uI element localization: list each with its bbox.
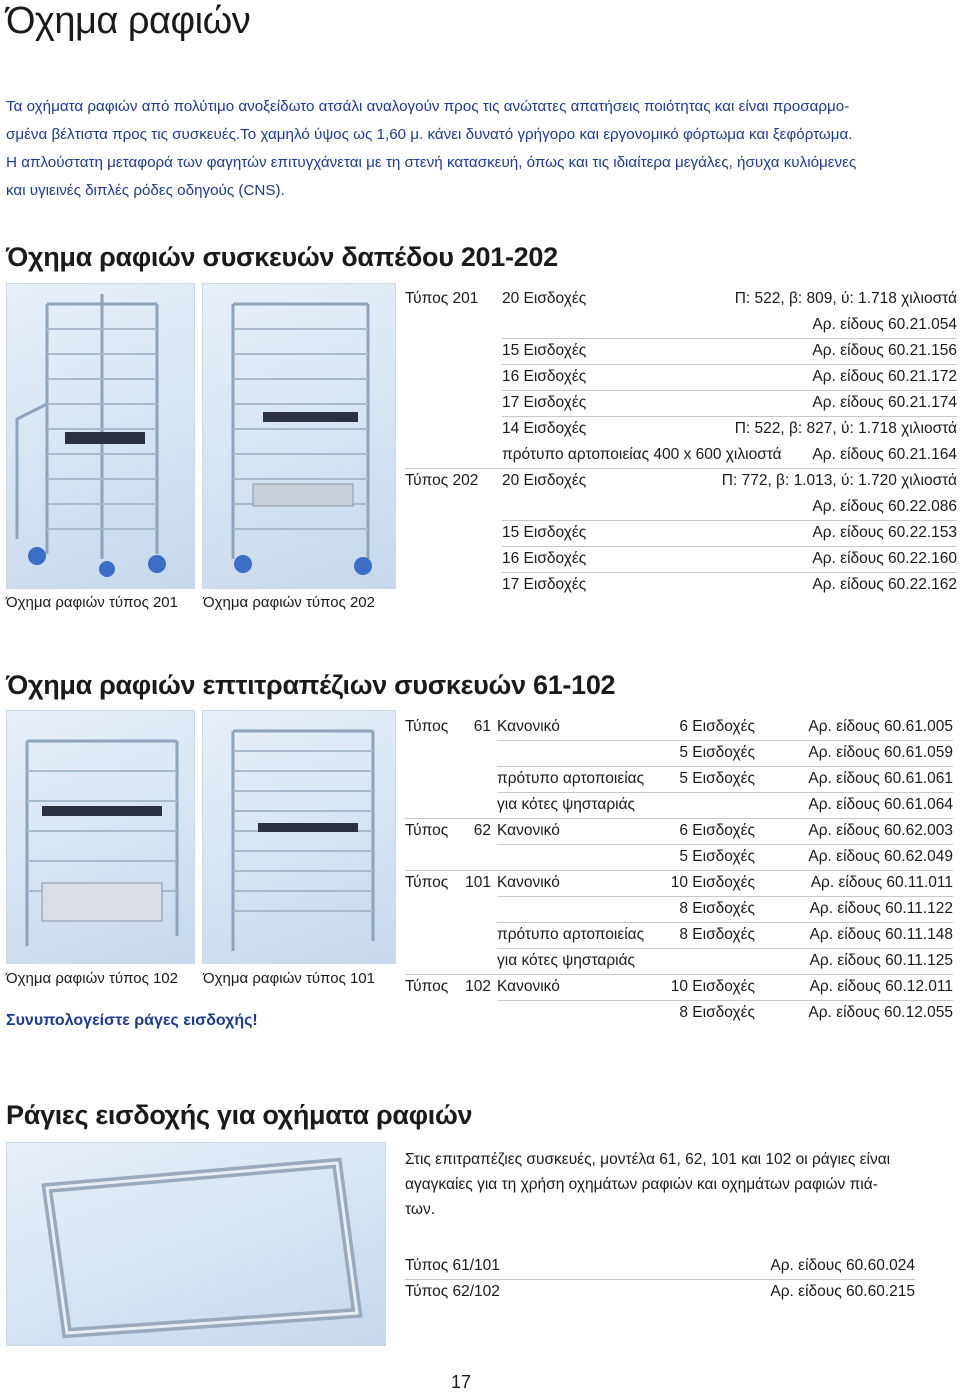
cell-variant: Κανονικό xyxy=(497,822,560,839)
trolley-photo-202 xyxy=(202,283,396,589)
cell-desc: 20 Εισδοχές xyxy=(502,472,587,489)
cell-desc: 17 Εισδοχές xyxy=(502,394,587,411)
cell-spec: Π: 522, β: 809, ύ: 1.718 χιλιοστά xyxy=(734,290,957,307)
table-row xyxy=(405,714,953,740)
cell-desc: 15 Εισδοχές xyxy=(502,524,587,541)
cell-type: Τύπος 202 xyxy=(405,472,479,489)
table-row xyxy=(405,494,957,520)
photo-caption-202: Όχημα ραφιών τύπος 202 xyxy=(203,594,375,611)
photo-caption-102: Όχημα ραφιών τύπος 102 xyxy=(6,970,178,987)
table-row xyxy=(405,338,957,364)
cell-desc: 15 Εισδοχές xyxy=(502,342,587,359)
cell-article: Αρ. είδους 60.21.156 xyxy=(812,342,957,359)
trolley-photo-102 xyxy=(6,710,195,964)
rails-illustration xyxy=(7,1143,385,1345)
cell-article: Αρ. είδους 60.21.174 xyxy=(812,394,957,411)
photo-caption-101: Όχημα ραφιών τύπος 101 xyxy=(203,970,375,987)
table-row xyxy=(405,390,957,416)
cell-count: 6 Εισδοχές xyxy=(679,718,755,735)
cell-article: Αρ. είδους 60.60.215 xyxy=(770,1283,915,1300)
cell-count: 5 Εισδοχές xyxy=(679,744,755,761)
trolley-101-illustration xyxy=(203,711,395,963)
cell-variant: Κανονικό xyxy=(497,874,560,891)
cell-article: Αρ. είδους 60.61.005 xyxy=(808,718,953,735)
trolley-201-illustration xyxy=(7,284,194,588)
cell-article: Αρ. είδους 60.61.061 xyxy=(808,770,953,787)
cell-article: Αρ. είδους 60.12.055 xyxy=(808,1004,953,1021)
cell-count: 8 Εισδοχές xyxy=(679,1004,755,1021)
rails-photo xyxy=(6,1142,386,1346)
cell-article: Αρ. είδους 60.21.054 xyxy=(812,316,957,333)
cell-desc: 14 Εισδοχές xyxy=(502,420,587,437)
cell-article: Αρ. είδους 60.21.172 xyxy=(812,368,957,385)
table-floor-units xyxy=(405,286,957,606)
table-row xyxy=(405,1000,953,1026)
trolley-photo-101 xyxy=(202,710,396,964)
cell-article: Αρ. είδους 60.11.122 xyxy=(809,900,953,917)
cell-article: Αρ. είδους 60.11.125 xyxy=(809,952,953,969)
cell-count: 6 Εισδοχές xyxy=(679,822,755,839)
table-row xyxy=(405,1253,915,1279)
table-row xyxy=(405,442,957,468)
cell-type: Τύπος 62/102 xyxy=(405,1283,500,1300)
cell-article: Αρ. είδους 60.62.003 xyxy=(808,822,953,839)
cell-article: Αρ. είδους 60.62.049 xyxy=(808,848,953,865)
section-heading-tabletop-units: Όχημα ραφιών επτιτραπέζιων συσκευών 61-102 xyxy=(6,670,616,700)
cell-desc: 20 Εισδοχές xyxy=(502,290,587,307)
rails-note: Συνυπολογείστε ράγες εισδοχής! xyxy=(6,1012,258,1029)
trolley-102-illustration xyxy=(7,711,194,963)
trolley-202-illustration xyxy=(203,284,395,588)
table-row xyxy=(405,312,957,338)
trolley-photo-201 xyxy=(6,283,195,589)
table-row xyxy=(405,364,957,390)
cell-variant: πρότυπο αρτοποιείας xyxy=(497,926,645,943)
cell-article: Αρ. είδους 60.12.011 xyxy=(809,978,953,995)
cell-variant: Κανονικό xyxy=(497,718,560,735)
cell-article: Αρ. είδους 60.22.160 xyxy=(812,550,957,567)
cell-count: 8 Εισδοχές xyxy=(679,900,755,917)
cell-count: 5 Εισδοχές xyxy=(679,848,755,865)
section-heading-floor-units: Όχημα ραφιών συσκευών δαπέδου 201-202 xyxy=(6,242,558,272)
cell-variant: πρότυπο αρτοποιείας xyxy=(497,770,645,787)
table-row xyxy=(405,948,953,974)
cell-model: 62 xyxy=(473,822,491,839)
table-row xyxy=(405,520,957,546)
rails-description-line: των. xyxy=(405,1201,436,1218)
section-heading-rails: Ράγιες εισδοχής για οχήματα ραφιών xyxy=(6,1100,473,1130)
cell-article: Αρ. είδους 60.22.086 xyxy=(812,498,957,515)
page-number: 17 xyxy=(451,1372,472,1392)
table-row xyxy=(405,896,953,922)
rails-description-line: αγαγκαίες για τη χρήση οχημάτων ραφιών και οχημάτων ραφιών πιά- xyxy=(405,1176,878,1193)
cell-article: Αρ. είδους 60.61.059 xyxy=(808,744,953,761)
table-tabletop-units xyxy=(405,714,953,1034)
cell-count: 5 Εισδοχές xyxy=(679,770,755,787)
cell-spec: Π: 772, β: 1.013, ύ: 1.720 χιλιοστά xyxy=(721,472,957,489)
cell-variant: για κότες ψησταριάς xyxy=(497,952,636,969)
cell-count: 10 Εισδοχές xyxy=(670,978,755,995)
cell-article: Αρ. είδους 60.61.064 xyxy=(808,796,953,813)
cell-type: Τύπος xyxy=(405,718,449,735)
cell-desc: 16 Εισδοχές xyxy=(502,368,587,385)
cell-type: Τύπος xyxy=(405,874,449,891)
rails-description-line: Στις επιτραπέζιες συσκευές, μοντέλα 61, 62, 101 και 102 οι ράγιες είναι xyxy=(405,1151,891,1168)
cell-desc: 17 Εισδοχές xyxy=(502,576,587,593)
cell-type: Τύπος xyxy=(405,822,449,839)
intro-line: Η απλούστατη μεταφορά των φαγητών επιτυγχάνεται με τη στενή κατασκευή, όπως και τις ιδιαίτερα μεγάλες, ήσυχα κυλιόμενες xyxy=(6,154,857,171)
table-row xyxy=(405,286,957,312)
table-row xyxy=(405,792,953,818)
photo-caption-201: Όχημα ραφιών τύπος 201 xyxy=(6,594,178,611)
table-row xyxy=(405,818,953,844)
cell-desc: πρότυπο αρτοποιείας 400 x 600 χιλιοστά xyxy=(502,446,782,463)
table-row xyxy=(405,766,953,792)
cell-type: Τύπος 61/101 xyxy=(405,1257,500,1274)
intro-line: Τα οχήματα ραφιών από πολύτιμο ανοξείδωτο ατσάλι αναλογούν προς τις ανώτατες απατήσεις ποιότητας και είναι προσαρμο- xyxy=(6,98,850,115)
table-row xyxy=(405,416,957,442)
table-row xyxy=(405,546,957,572)
cell-variant: για κότες ψησταριάς xyxy=(497,796,636,813)
table-row xyxy=(405,468,957,494)
cell-desc: 16 Εισδοχές xyxy=(502,550,587,567)
table-row xyxy=(405,844,953,870)
cell-model: 102 xyxy=(465,978,491,995)
table-row xyxy=(405,740,953,766)
cell-type: Τύπος 201 xyxy=(405,290,479,307)
cell-count: 10 Εισδοχές xyxy=(670,874,755,891)
cell-spec: Π: 522, β: 827, ύ: 1.718 χιλιοστά xyxy=(734,420,957,437)
cell-model: 61 xyxy=(473,718,491,735)
cell-article: Αρ. είδους 60.60.024 xyxy=(770,1257,915,1274)
cell-variant: Κανονικό xyxy=(497,978,560,995)
table-rails xyxy=(405,1253,915,1313)
table-row xyxy=(405,572,957,598)
cell-article: Αρ. είδους 60.11.148 xyxy=(809,926,953,943)
cell-count: 8 Εισδοχές xyxy=(679,926,755,943)
table-row xyxy=(405,870,953,896)
cell-article: Αρ. είδους 60.22.153 xyxy=(812,524,957,541)
cell-article: Αρ. είδους 60.21.164 xyxy=(812,446,957,463)
cell-article: Αρ. είδους 60.11.011 xyxy=(810,874,953,891)
intro-line: και υγιεινές διπλές ρόδες οδηγούς (CNS). xyxy=(6,182,285,199)
cell-model: 101 xyxy=(465,874,491,891)
table-row xyxy=(405,1279,915,1305)
cell-article: Αρ. είδους 60.22.162 xyxy=(812,576,957,593)
intro-paragraph xyxy=(6,93,951,205)
table-row xyxy=(405,922,953,948)
cell-type: Τύπος xyxy=(405,978,449,995)
rails-description xyxy=(405,1147,925,1222)
table-row xyxy=(405,974,953,1000)
page-title: Όχημα ραφιών xyxy=(6,0,251,42)
intro-line: σμένα βέλτιστα προς τις συσκευές.Το χαμηλό ύψος ως 1,60 μ. κάνει δυνατό γρήγορο και εργονομικό φόρτωμα και ξεφόρτωμα. xyxy=(6,126,853,143)
